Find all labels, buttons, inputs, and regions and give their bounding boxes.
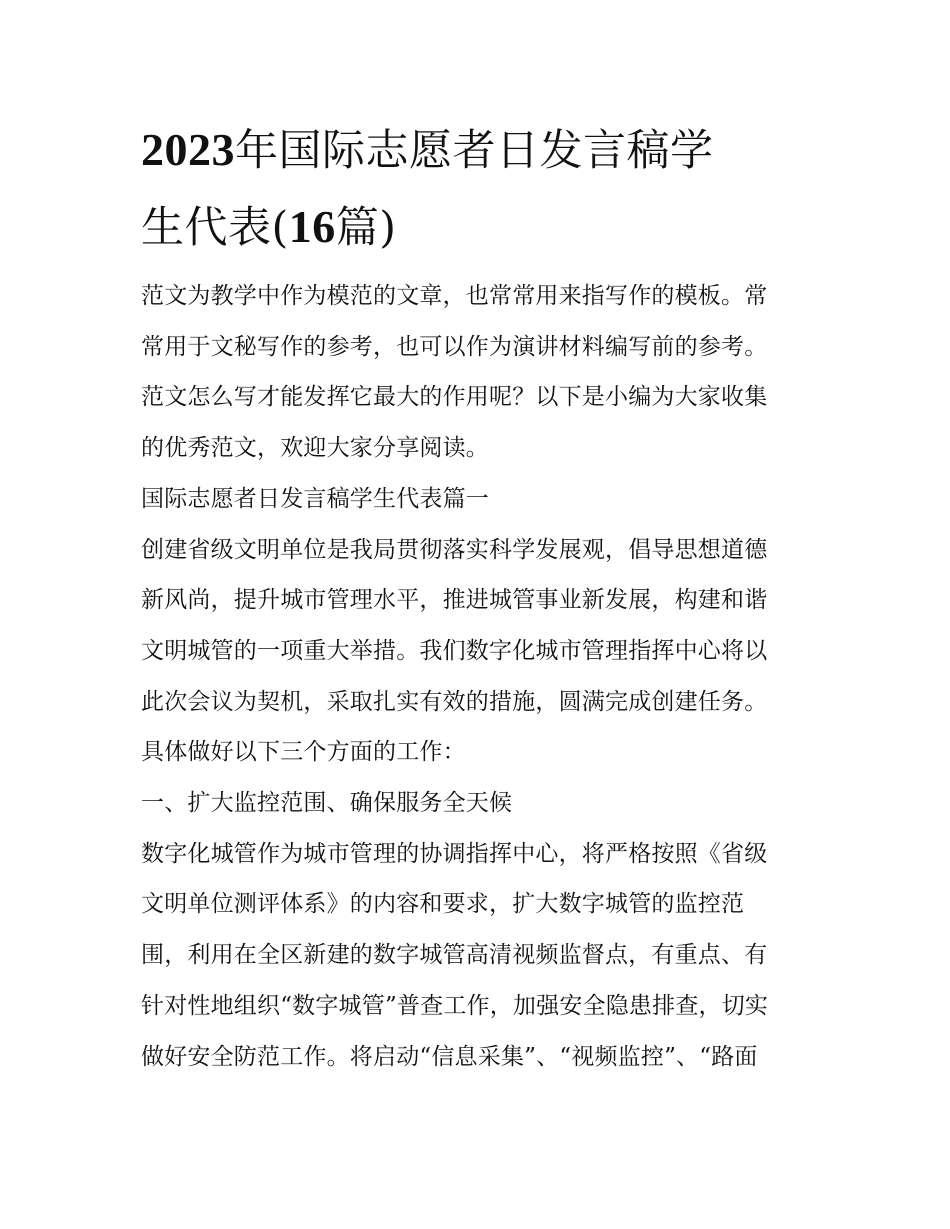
text-line: 范文怎么写才能发挥它最大的作用呢？以下是小编为大家收集 — [141, 384, 768, 411]
text-line: 创建省级文明单位是我局贯彻落实科学发展观，倡导思想道德 — [141, 536, 768, 563]
text-line: 范文为教学中作为模范的文章，也常常用来指写作的模板。常 — [141, 283, 768, 309]
document-content — [141, 112, 813, 1082]
document-body — [141, 271, 813, 1082]
text-line: 做好安全防范工作。将启动“信息采集”、“视频监控”、“路面 — [141, 1043, 758, 1070]
text-line: 文明单位测评体系》的内容和要求，扩大数字城管的监控范 — [141, 891, 745, 918]
title-text-part2-prefix: 生代表( — [141, 203, 289, 253]
text-line: 此次会议为契机，采取扎实有效的措施，圆满完成创建任务。 — [141, 688, 768, 715]
title-text-part1: 年国际志愿者日发言稿学 — [235, 126, 714, 176]
text-line: 数字化城管作为城市管理的协调指挥中心，将严格按照《省级 — [141, 840, 768, 867]
text-line: 针对性地组织“数字城管”普查工作，加强安全隐患排查，切实 — [141, 992, 769, 1019]
text-line: 的优秀范文，欢迎大家分享阅读。 — [141, 435, 489, 462]
title-year: 2023 — [141, 124, 235, 175]
text-line: 文明城管的一项重大举措。我们数字化城市管理指挥中心将以 — [141, 637, 768, 664]
subsection-heading: 一、扩大监控范围、确保服务全天候 — [141, 790, 513, 817]
text-line: 新风尚，提升城市管理水平，推进城管事业新发展，构建和谐 — [141, 587, 768, 614]
text-line: 围，利用在全区新建的数字城管高清视频监督点，有重点、有 — [141, 942, 768, 969]
title-count: 16 — [288, 201, 336, 252]
document-title — [141, 112, 813, 266]
title-text-part2-suffix: 篇) — [335, 203, 397, 253]
text-line: 具体做好以下三个方面的工作： — [141, 739, 466, 766]
text-line: 常用于文秘写作的参考，也可以作为演讲材料编写前的参考。 — [141, 333, 768, 360]
section-heading: 国际志愿者日发言稿学生代表篇一 — [141, 485, 489, 512]
